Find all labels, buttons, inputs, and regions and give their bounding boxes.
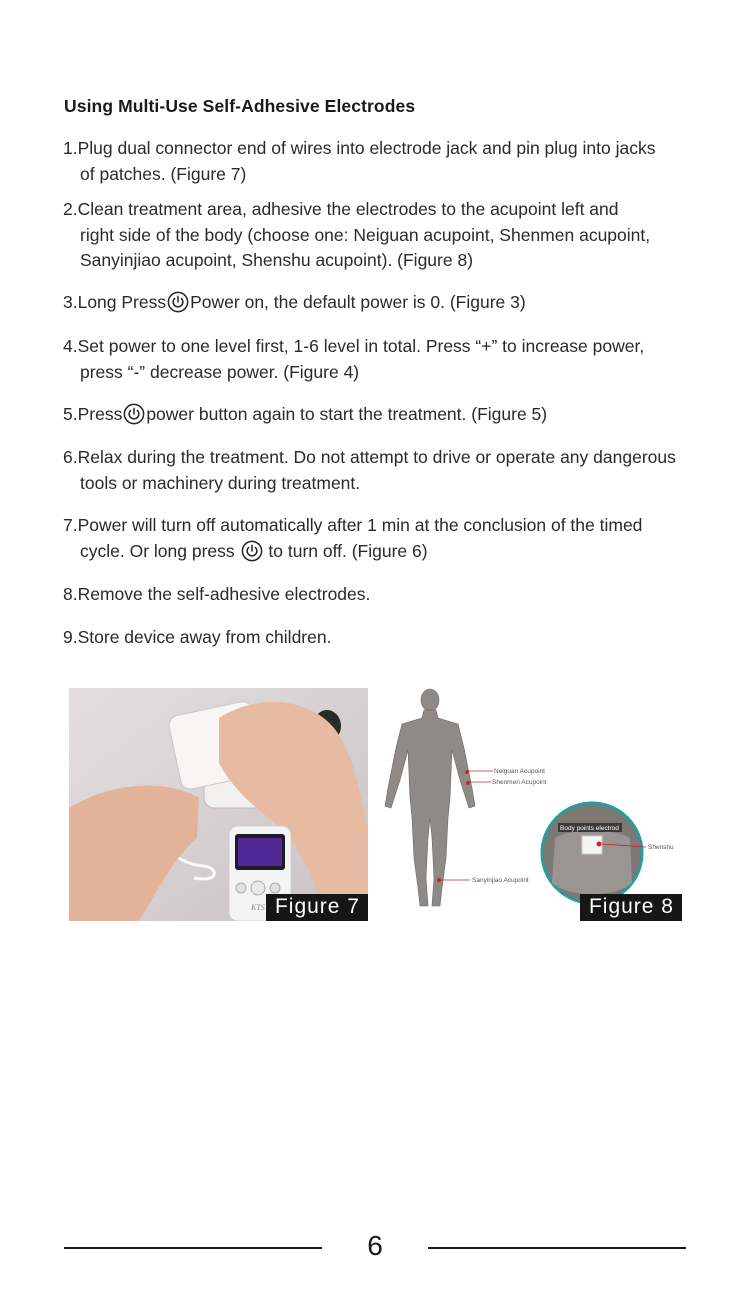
step-7-line-1: 7.Power will turn off automatically after 1 min at the conclusion of the timed: [63, 515, 643, 535]
step-5: [63, 402, 695, 428]
step-1-line-1: 1.Plug dual connector end of wires into electrode jack and pin plug into jacks: [63, 138, 656, 158]
page-number: 6: [367, 1230, 383, 1261]
step-8-line-1: 8.Remove the self-adhesive electrodes.: [63, 584, 371, 604]
step-3-post: Power on, the default power is 0. (Figure 3): [190, 292, 526, 312]
step-7: [63, 513, 695, 564]
step-2: [63, 197, 695, 274]
sanyinjiao-label: Sanyinjiao Acupoint: [472, 877, 529, 884]
figure-8-illustration: [380, 688, 682, 921]
device-brand: KTS: [251, 903, 265, 912]
footer-rule-right: [428, 1247, 686, 1249]
shenshu-inset: [542, 803, 642, 903]
shenmen-point: [466, 781, 470, 785]
figure-7-photo: [69, 688, 368, 921]
power-icon: [167, 291, 189, 313]
device-power-button: [251, 881, 265, 895]
power-icon: [241, 540, 263, 562]
step-2-line-1: 2.Clean treatment area, adhesive the electrodes to the acupoint left and: [63, 199, 619, 219]
device-screen-display: [238, 838, 282, 866]
figure-8-caption: Figure 8: [580, 894, 682, 921]
step-7-line-2-pre: cycle. Or long press: [80, 540, 235, 561]
step-2-line-3: Sanyinjiao acupoint, Shenshu acupoint). (Figure 8): [80, 250, 474, 270]
shenshu-label: Shenshu: [648, 844, 674, 851]
figure-7-caption: Figure 7: [266, 894, 368, 921]
power-icon: [123, 403, 145, 425]
figure-7-illustration: [69, 688, 368, 921]
neiguan-point: [465, 770, 469, 774]
step-6: [63, 445, 695, 496]
shenmen-label: Shenmen Acupoint: [492, 779, 547, 786]
step-2-line-2: right side of the body (choose one: Neiguan acupoint, Shenmen acupoint,: [80, 224, 651, 245]
step-7-line-2: [63, 539, 695, 565]
inset-label: Body points electrod: [560, 825, 619, 832]
step-6-line-2: tools or machinery during treatment.: [80, 472, 361, 493]
step-4-line-1: 4.Set power to one level first, 1-6 level in total. Press “+” to increase power,: [63, 336, 645, 356]
step-6-line-1: 6.Relax during the treatment. Do not attempt to drive or operate any dangerous: [63, 447, 676, 467]
step-3: [63, 290, 695, 316]
step-7-line-2-post: to turn off. (Figure 6): [268, 540, 428, 561]
sanyinjiao-point: [437, 878, 441, 882]
step-1: [63, 136, 695, 187]
anatomy-figure: [385, 689, 475, 906]
step-5-post: power button again to start the treatment. (Figure 5): [146, 404, 548, 424]
device-button: [270, 883, 280, 893]
device-button: [236, 883, 246, 893]
figure-8-anatomy: [380, 688, 682, 921]
step-9: [63, 625, 695, 651]
neiguan-label: Neiguan Acupoint: [494, 768, 545, 775]
step-3-pre: 3.Long Press: [63, 292, 167, 312]
section-title: Using Multi-Use Self-Adhesive Electrodes: [64, 96, 416, 116]
step-4: [63, 334, 695, 385]
step-8: [63, 582, 695, 608]
step-5-pre: 5.Press: [63, 404, 123, 424]
step-9-line-1: 9.Store device away from children.: [63, 627, 332, 647]
step-4-line-2: press “-” decrease power. (Figure 4): [80, 361, 360, 382]
step-1-line-2: of patches. (Figure 7): [80, 163, 247, 184]
